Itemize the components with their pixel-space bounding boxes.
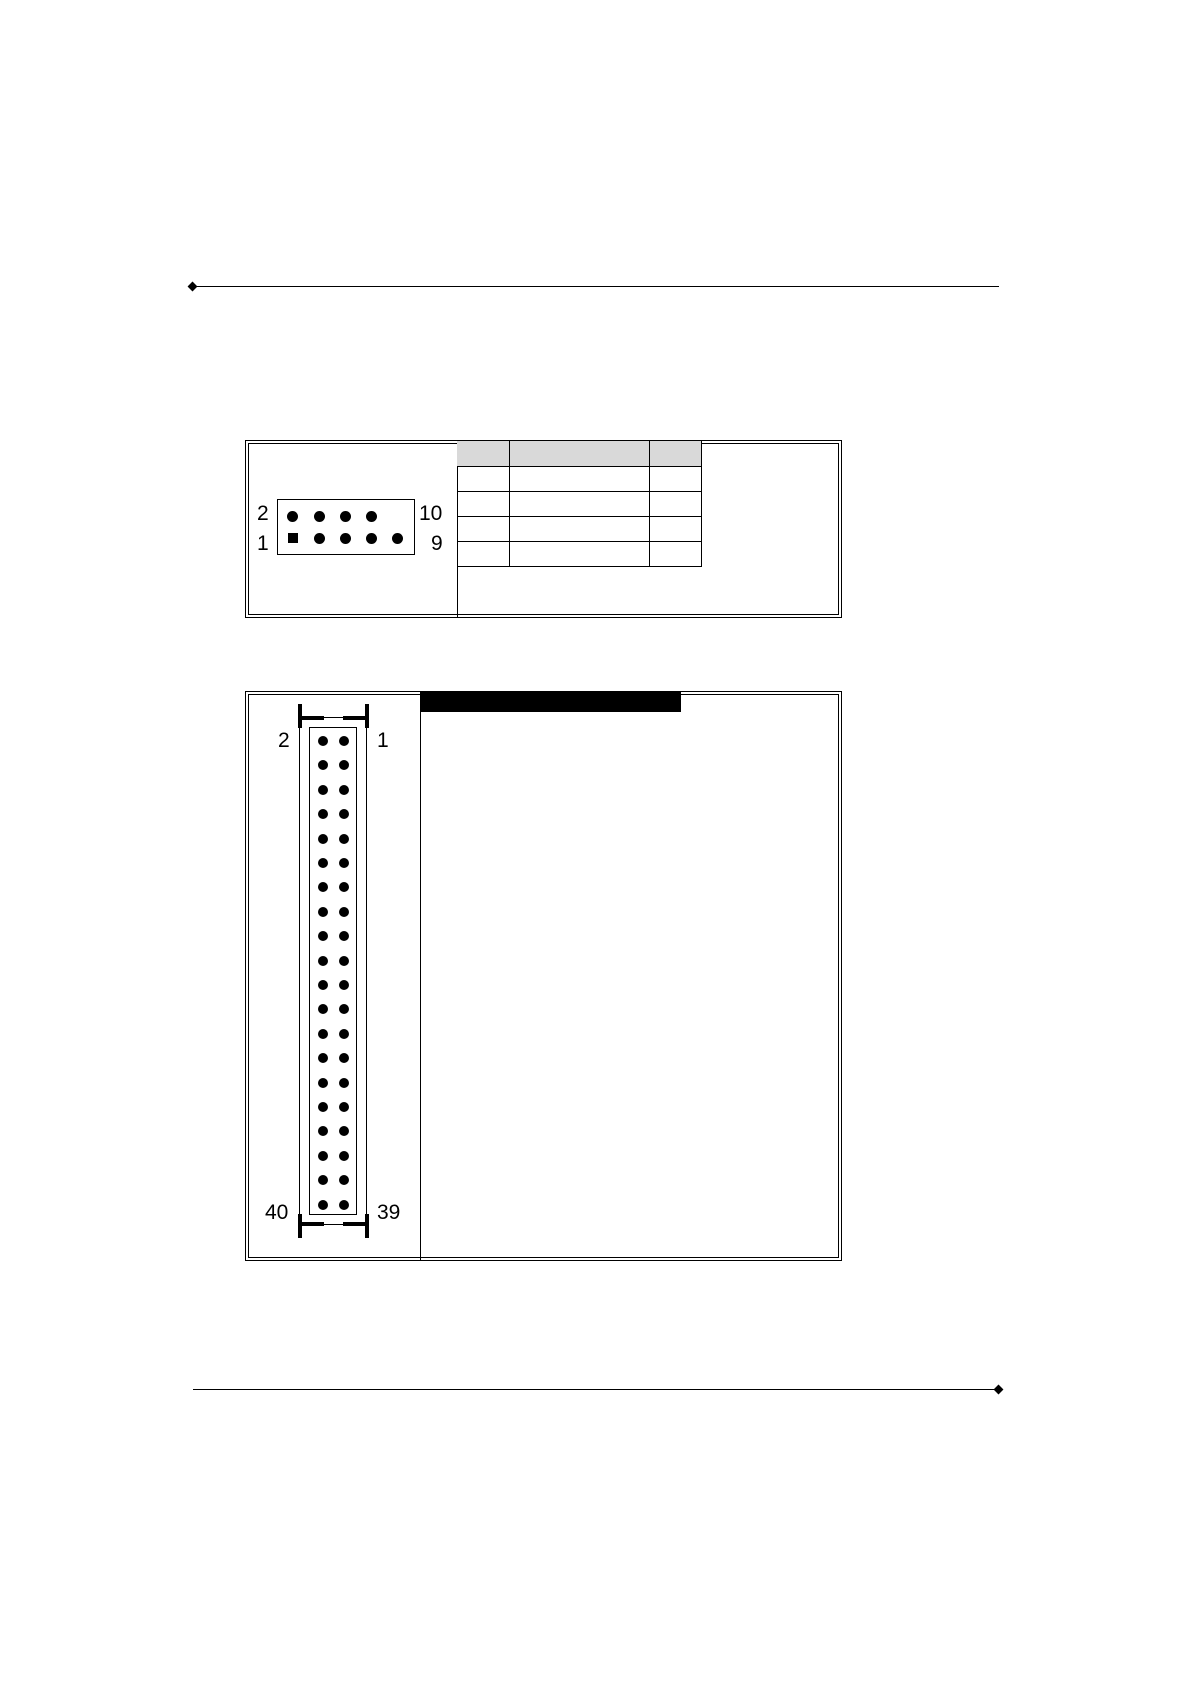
pin-dot [339, 785, 349, 795]
pin-1-square-icon [288, 533, 298, 543]
pin-dot [318, 980, 328, 990]
pin-dot [340, 533, 351, 544]
pin-dot [314, 533, 325, 544]
pin-dot [339, 931, 349, 941]
pin-dot [339, 1175, 349, 1185]
pin-dot [314, 511, 325, 522]
pin-label-39: 39 [377, 1201, 401, 1224]
pin-dot [339, 1004, 349, 1014]
pin-label-1: 1 [257, 532, 269, 555]
pin-dot [339, 1053, 349, 1063]
pin-dot [392, 533, 403, 544]
connector-40pin-block [245, 691, 842, 1261]
table-row [457, 541, 702, 566]
pin-dot [339, 882, 349, 892]
connector-40pin-diagram [246, 692, 421, 1260]
latch-bottom-bar-left [298, 1222, 324, 1226]
pin-dot [318, 809, 328, 819]
pin-label-1: 1 [377, 729, 389, 752]
pin-dot [366, 511, 377, 522]
pin-dot [318, 956, 328, 966]
pin-label-10: 10 [419, 502, 443, 525]
connector-10pin-block [245, 440, 842, 618]
pin-dot [339, 1200, 349, 1210]
latch-bottom-bar-right [343, 1222, 369, 1226]
table-row [457, 566, 702, 567]
pin-dot [318, 1029, 328, 1039]
pin-dot [339, 1102, 349, 1112]
pin-dot [339, 834, 349, 844]
pin-dot [339, 760, 349, 770]
pin-dot [318, 736, 328, 746]
pin-dot [339, 1126, 349, 1136]
table-header-row [457, 441, 702, 466]
pin-dot [318, 1126, 328, 1136]
pin-label-2: 2 [278, 729, 290, 752]
pin-dot [318, 1175, 328, 1185]
pin-dot [287, 511, 298, 522]
pin-dot [339, 907, 349, 917]
table-row [420, 712, 681, 713]
latch-top-bar-right [343, 716, 369, 720]
pin-dot [318, 1004, 328, 1014]
pin-dot [318, 1200, 328, 1210]
pin-dot [318, 1078, 328, 1088]
pin-dot [318, 858, 328, 868]
latch-top-bar-left [298, 716, 324, 720]
header-rule [193, 286, 999, 287]
pin-dot [366, 533, 377, 544]
pin-label-9: 9 [431, 532, 443, 555]
pin-dot [318, 785, 328, 795]
pin-dot [339, 1151, 349, 1161]
pin-dot [339, 980, 349, 990]
pin-dot [340, 511, 351, 522]
table-row [457, 466, 702, 491]
pin-dot [318, 1102, 328, 1112]
pin-dot [318, 760, 328, 770]
pin-header-outline [277, 499, 415, 555]
pin-dot [339, 1078, 349, 1088]
pin-dot [339, 956, 349, 966]
pin-dot [318, 882, 328, 892]
latch-bottom-left [298, 1214, 302, 1238]
connector-10pin-table [457, 441, 702, 567]
pin-dot [318, 1151, 328, 1161]
pin-dot [318, 931, 328, 941]
footer-diamond-icon [994, 1385, 1004, 1395]
pin-dot [318, 1053, 328, 1063]
pin-label-2: 2 [257, 502, 269, 525]
footer-rule [193, 1389, 999, 1390]
pin-dot [318, 834, 328, 844]
pin-label-40: 40 [265, 1201, 289, 1224]
pin-grid [318, 736, 358, 1216]
pin-dot [339, 1029, 349, 1039]
connector-40pin-table [420, 692, 681, 712]
latch-bottom-right [365, 1214, 369, 1238]
pin-dot [339, 858, 349, 868]
table-row [457, 516, 702, 541]
pin-dot [339, 809, 349, 819]
pin-dot [339, 736, 349, 746]
table-row [457, 491, 702, 516]
connector-10pin-diagram [246, 441, 458, 617]
pin-dot [318, 907, 328, 917]
